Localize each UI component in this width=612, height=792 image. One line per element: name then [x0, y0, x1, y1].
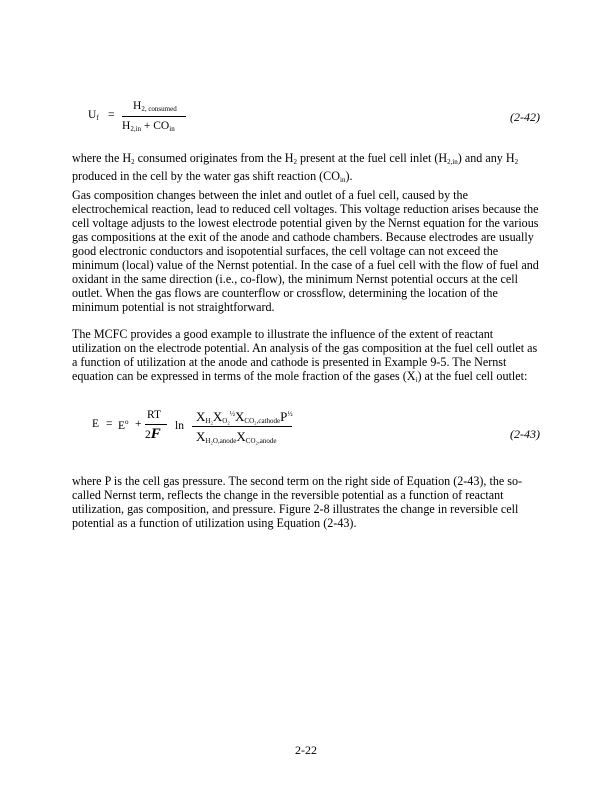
ln-denominator: $X_{H_2O,anode}X_{CO_2,anode}$ — [196, 429, 277, 445]
2f-denominator: 2F — [145, 426, 161, 442]
equals-sign: = — [106, 418, 113, 430]
ln-fraction-bar — [192, 426, 292, 427]
page-number: 2-22 — [295, 743, 317, 757]
ln-numerator: $X_{H_2}X_{O_2}^{\frac{1}{2}}X_{CO_2,cathode}P^{\frac{1}{2}}$ — [196, 409, 293, 425]
equation-number: (2-43) — [510, 427, 540, 441]
rt-numerator: RT — [147, 409, 162, 421]
fraction-numerator: $H_{2, consumed}$ — [133, 100, 177, 113]
uf-symbol: $U_f$ — [88, 109, 99, 122]
fraction-bar — [122, 116, 186, 117]
e0-symbol: $E^o$ — [118, 418, 129, 432]
paragraph-4: where P is the cell gas pressure. The second term on the right side of Equation (2-43), the so-called Nernst term, reflects the change in the reversible potential as a function of reactant utilization, gas composition, and pressure. Figure 2-8 illustrates the change in reversible cell potential as a function of utilization using Equation (2-43). — [72, 474, 523, 530]
paragraph-3: The MCFC provides a good example to illustrate the influence of the extent of reactant utilization on the electrode potential. An analysis of the gas composition at the fuel cell outlet as a function of utilization at the anode and cathode is presented in Example 9-5. The Nernst equation can be expressed in terms of the mole fraction of the gases $(X_i)$ at the fuel cell outlet: — [72, 327, 538, 384]
equals-sign: = — [108, 109, 115, 121]
fraction-denominator: $H_{2,in} + CO_{in}$ — [122, 120, 175, 133]
ln-symbol: ln — [175, 420, 184, 432]
paragraph-2: Gas composition changes between the inlet and outlet of a fuel cell, caused by the electrochemical reaction, lead to reduced cell voltages. This voltage reduction arises because the cell voltage adjusts to the lowest electrode potential given by the Nernst equation for the various gas compositions at the exit of the anode and cathode chambers. Because electrodes are usually good electronic conductors and isopotential surfaces, the cell voltage can not exceed the minimum (local) value of the Nernst potential. In the case of a fuel cell with the flow of fuel and oxidant in the same direction (i.e., co-flow), the minimum Nernst potential occurs at the cell outlet. When the gas flows are counterflow or crossflow, determining the location of the minimum potential is not straightforward. — [72, 188, 539, 314]
equation-number: (2-42) — [510, 110, 540, 124]
paragraph-1: where the $H_2$ consumed originates from the $H_2$ present at the fuel cell inlet $(H_{2,in})$ and any $H_2$ produced in the cell by the water gas shift reaction $(CO_{in})$. — [72, 151, 519, 184]
plus-sign: + — [135, 418, 142, 430]
e-symbol: E — [92, 418, 100, 430]
rt-fraction-bar — [145, 424, 167, 425]
